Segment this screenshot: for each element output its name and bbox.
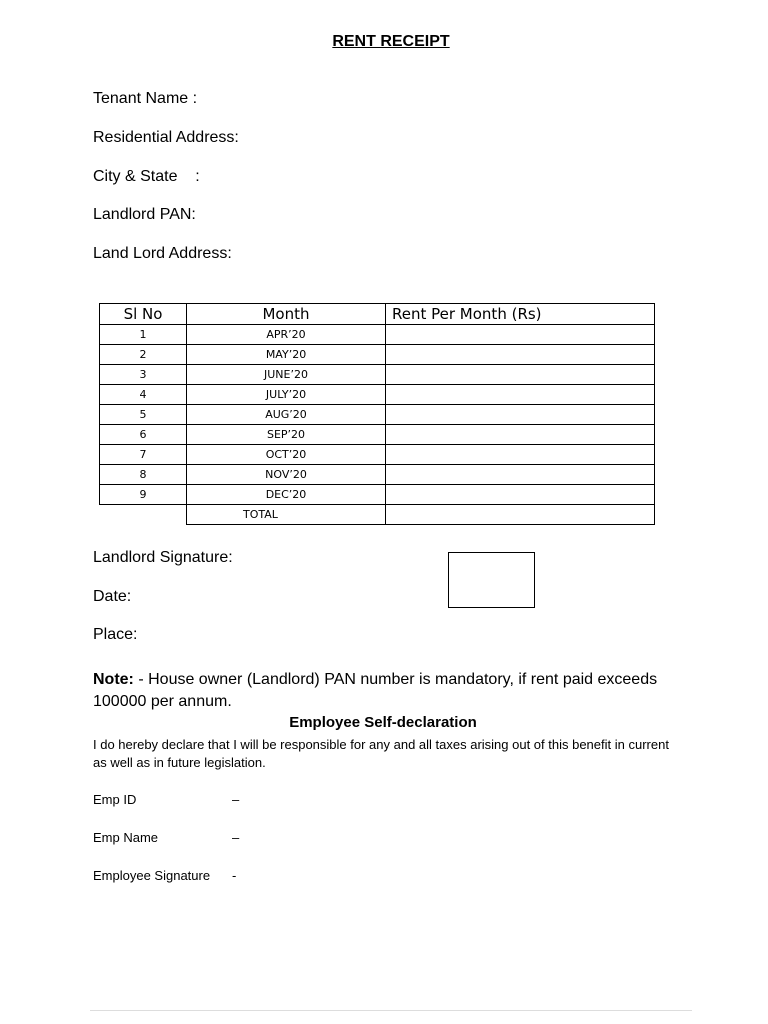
note-text: - House owner (Landlord) PAN number is mandatory, if rent paid exceeds 100000 per annum. <box>93 671 658 710</box>
table-row <box>100 465 655 485</box>
table-row <box>100 325 655 345</box>
declaration-title: Employee Self-declaration <box>289 714 477 731</box>
rent-table <box>99 303 655 525</box>
emp-name-label: Emp Name <box>93 830 159 845</box>
rent-cell[interactable] <box>386 385 655 405</box>
employee-signature-label: Employee Signature <box>93 868 211 883</box>
month-cell: MAY’20 <box>187 345 386 365</box>
sl-no-cell: 3 <box>100 365 187 385</box>
sl-no-cell: 6 <box>100 425 187 445</box>
rent-cell[interactable] <box>386 445 655 465</box>
header-month: Month <box>187 304 386 325</box>
rent-cell[interactable] <box>386 405 655 425</box>
month-cell: JUNE’20 <box>187 365 386 385</box>
city-state-label: City & State : <box>93 168 200 185</box>
month-cell: OCT’20 <box>187 445 386 465</box>
emp-id-separator: – <box>232 792 240 807</box>
month-cell: APR’20 <box>187 325 386 345</box>
note-label: Note: <box>93 671 134 688</box>
place-label: Place: <box>93 626 138 643</box>
residential-address-label: Residential Address: <box>93 129 239 146</box>
sl-no-cell: 7 <box>100 445 187 465</box>
table-row <box>100 385 655 405</box>
rent-cell[interactable] <box>386 345 655 365</box>
month-cell: DEC’20 <box>187 485 386 505</box>
landlord-pan-label: Landlord PAN: <box>93 206 196 223</box>
table-row <box>100 405 655 425</box>
month-cell: NOV’20 <box>187 465 386 485</box>
rent-cell[interactable] <box>386 425 655 445</box>
month-cell: AUG’20 <box>187 405 386 425</box>
total-row <box>100 505 655 525</box>
sl-no-cell: 4 <box>100 385 187 405</box>
page-title: RENT RECEIPT <box>332 33 450 50</box>
total-value-cell[interactable] <box>386 505 655 525</box>
rent-cell[interactable] <box>386 465 655 485</box>
table-row <box>100 365 655 385</box>
sl-no-cell: 1 <box>100 325 187 345</box>
emp-name-separator: – <box>232 830 240 845</box>
sl-no-cell: 5 <box>100 405 187 425</box>
table-row <box>100 485 655 505</box>
month-cell: JULY’20 <box>187 385 386 405</box>
page-bottom-divider <box>90 1010 692 1011</box>
sl-no-cell: 2 <box>100 345 187 365</box>
date-label: Date: <box>93 588 132 605</box>
table-row <box>100 345 655 365</box>
total-label: TOTAL <box>187 505 386 525</box>
rent-cell[interactable] <box>386 365 655 385</box>
sl-no-cell: 8 <box>100 465 187 485</box>
table-row <box>100 445 655 465</box>
month-cell: SEP’20 <box>187 425 386 445</box>
landlord-address-label: Land Lord Address: <box>93 245 232 262</box>
header-sl-no: Sl No <box>100 304 187 325</box>
declaration-text: I do hereby declare that I will be responsible for any and all taxes arising out of this benefit in current as well as in future legislation. <box>93 737 669 770</box>
header-rent-per-month: Rent Per Month (Rs) <box>386 304 655 325</box>
rent-cell[interactable] <box>386 325 655 345</box>
rent-cell[interactable] <box>386 485 655 505</box>
tenant-name-label: Tenant Name : <box>93 90 198 107</box>
note-paragraph <box>93 669 683 713</box>
employee-signature-separator: - <box>232 868 237 883</box>
table-row <box>100 425 655 445</box>
revenue-stamp-box <box>448 552 535 608</box>
sl-no-cell: 9 <box>100 485 187 505</box>
landlord-signature-label: Landlord Signature: <box>93 549 233 566</box>
table-header-row <box>100 304 655 325</box>
emp-id-label: Emp ID <box>93 792 137 807</box>
total-row-spacer <box>100 505 187 525</box>
